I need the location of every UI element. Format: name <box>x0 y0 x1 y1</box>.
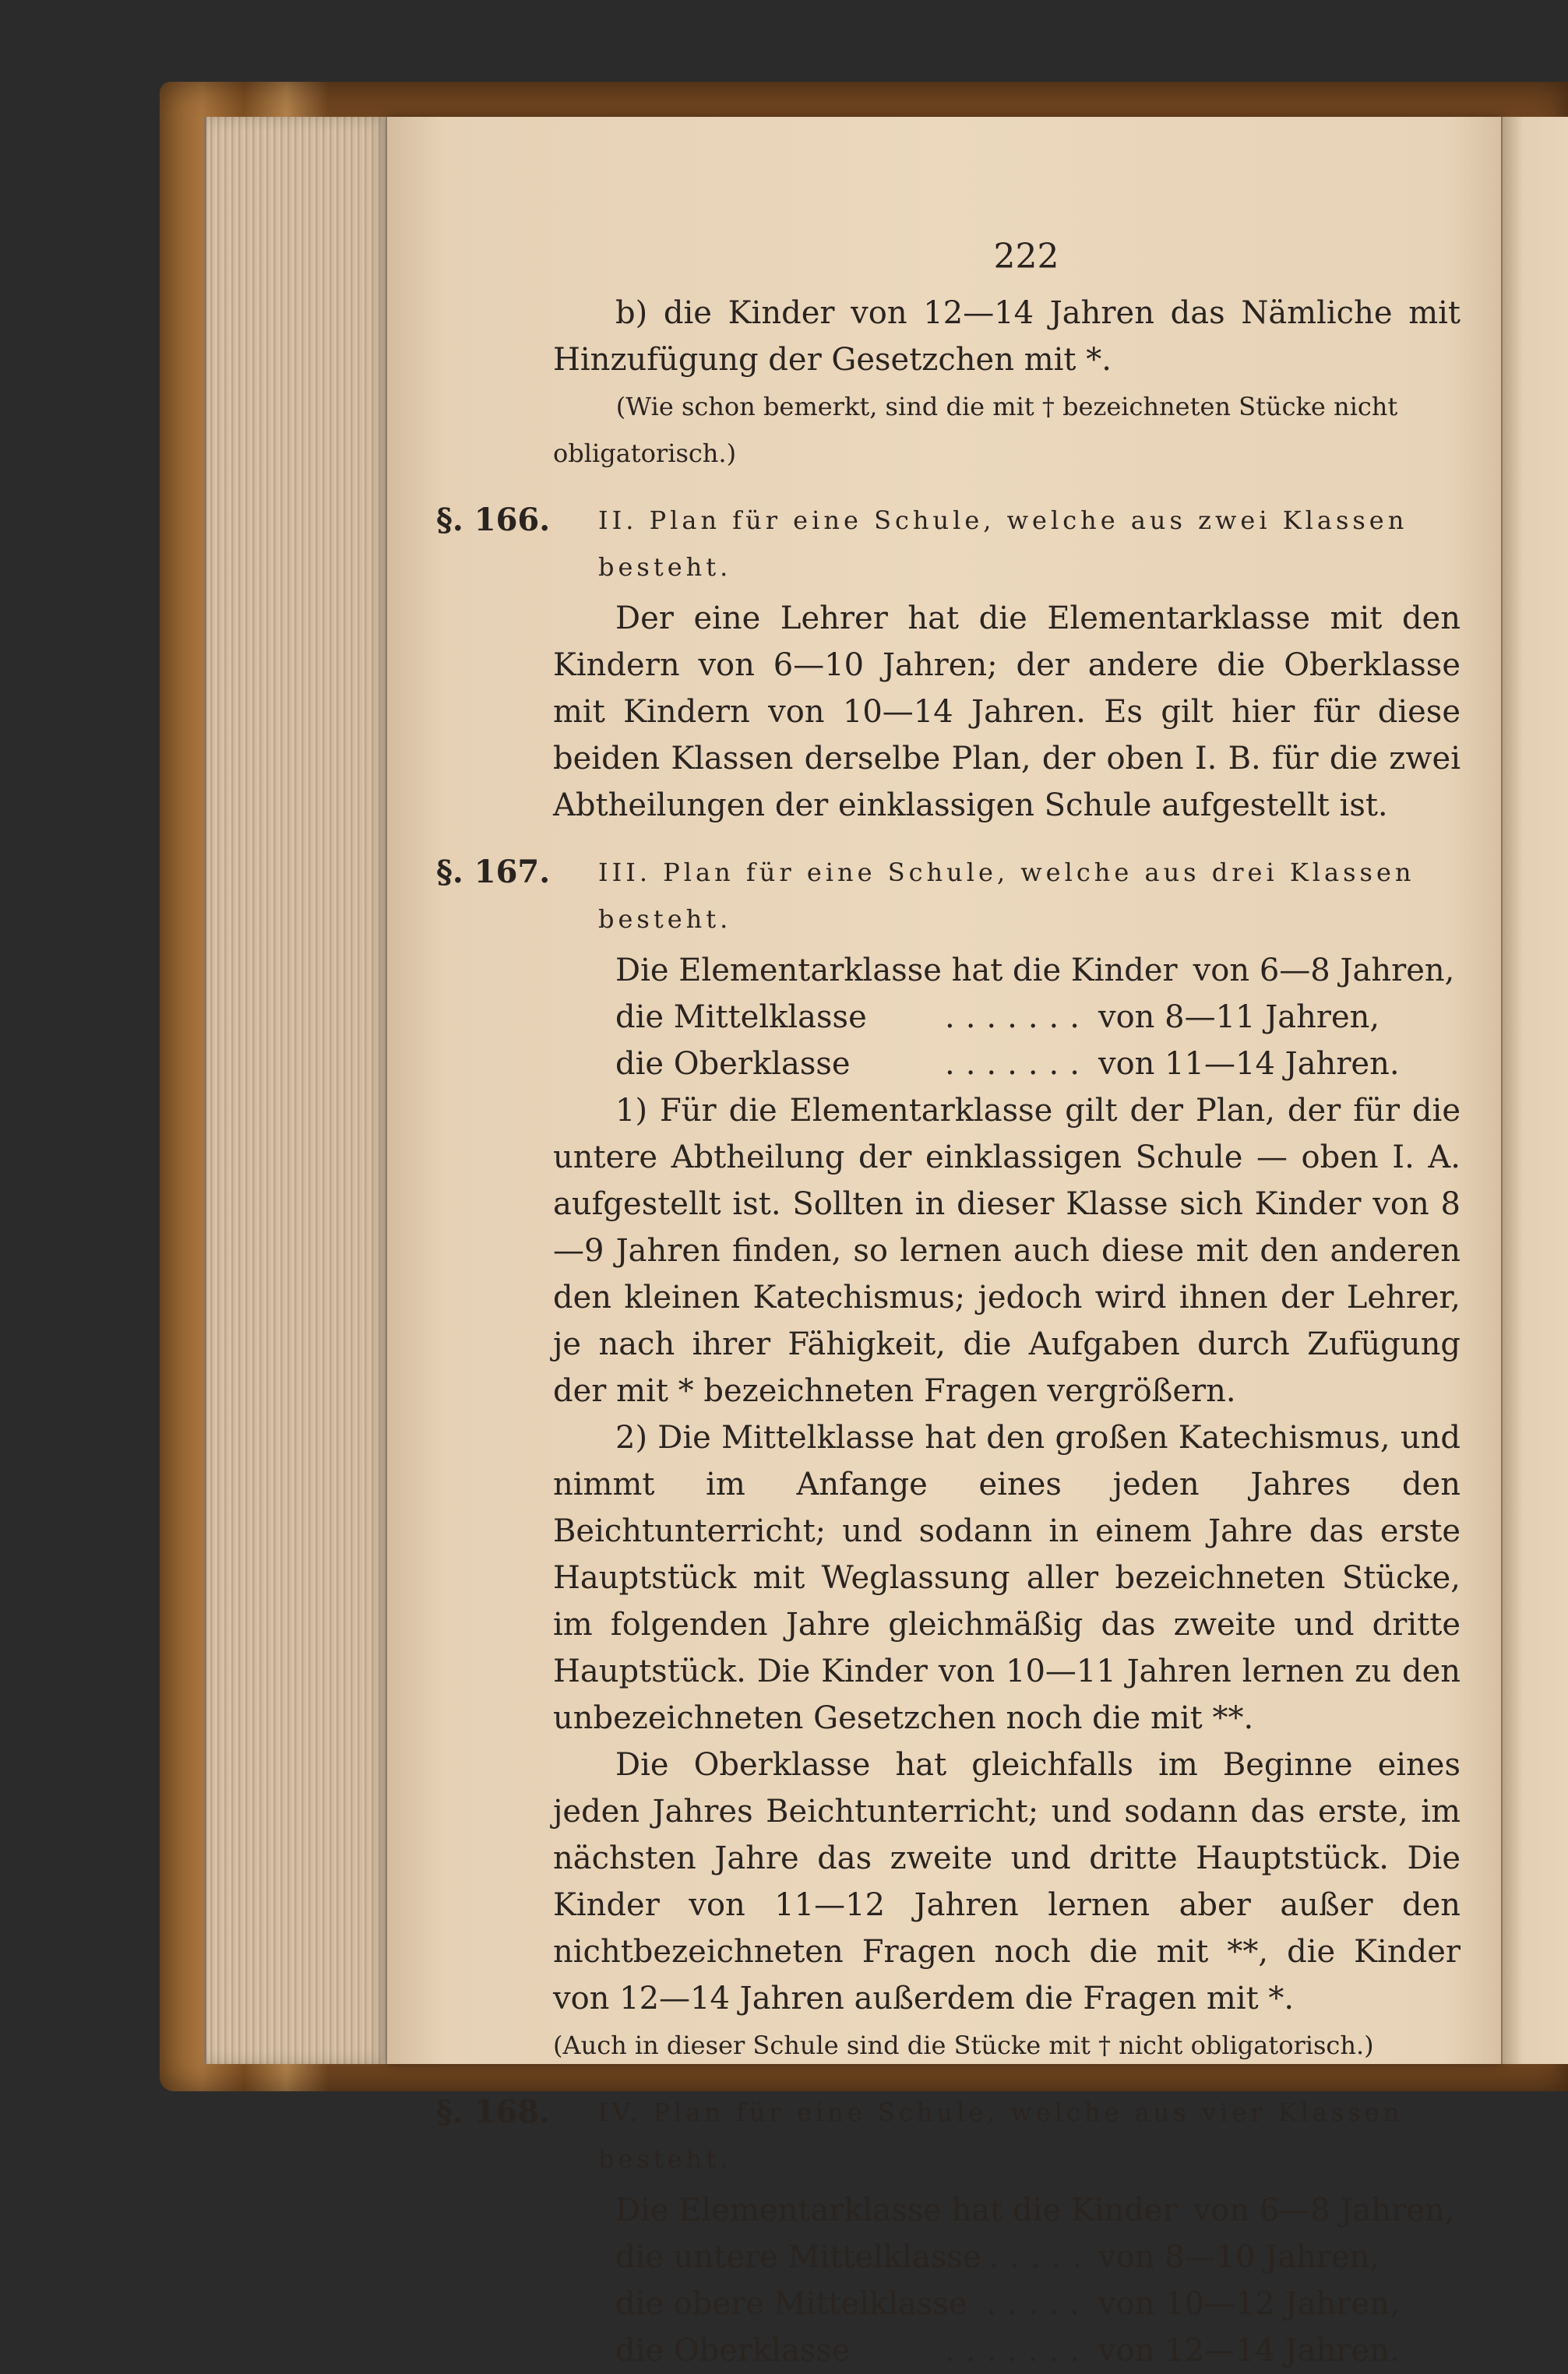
schedule-label: die obere Mittelklasse <box>615 2286 967 2322</box>
section-number: §. 166. <box>436 502 551 538</box>
section-heading: III. Plan für eine Schule, welche aus drei Klassen besteht. <box>598 858 1415 934</box>
schedule-dots: ....... <box>944 1046 1091 1082</box>
schedule-label: die Oberklasse <box>615 1046 851 1082</box>
schedule-label: die untere Mittelklasse <box>615 2239 981 2275</box>
schedule-row <box>615 947 1455 994</box>
section-number: §. 168. <box>436 2094 551 2130</box>
schedule-value: von 11—14 Jahren. <box>1098 1046 1400 1082</box>
schedule-value: von 8—11 Jahren, <box>1098 999 1380 1035</box>
page-edges <box>204 117 389 2064</box>
intro-paragraph: b) die Kinder von 12—14 Jahren das Nämliche mit Hinzufügung der Gesetzchen mit *. <box>553 295 1461 378</box>
section-167-paragraph-2: 2) Die Mittelklasse hat den großen Katechismus, und nimmt im Anfange eines jeden Jahres den Beichtunterricht; und sodann in einem Jahre das erste Hauptstück mit Weglassung aller bezeichneten Stücke, im folgenden Jahre gleichmäßig das zweite und dritte Hauptstück. Die Kinder von 10—11 Jahren lernen zu den unbezeichneten Gesetzchen noch die mit **. <box>553 1420 1461 1736</box>
schedule-value: von 6—8 Jahren, <box>1193 953 1455 988</box>
schedule-value: von 12—14 Jahren. <box>1098 2333 1400 2369</box>
section-166-paragraph: Der eine Lehrer hat die Elementarklasse mit den Kindern von 6—10 Jahren; der andere die Oberklasse mit Kindern von 10—14 Jahren. Es gilt hier für diese beiden Klassen derselbe Plan, der oben I. B. für die zwei Abtheilungen der einklassigen Schule aufgestellt ist. <box>553 601 1461 823</box>
schedule-label: die Mittelklasse <box>615 999 867 1035</box>
section-168-header <box>436 2089 1461 2182</box>
schedule-dots: ....... <box>944 999 1091 1035</box>
schedule-row <box>615 994 1402 1041</box>
schedule-dots: ..... <box>986 2286 1091 2322</box>
schedule-row <box>615 2234 1402 2281</box>
section-167-header <box>436 849 1461 942</box>
schedule-row <box>615 2281 1402 2327</box>
schedule-label: Die Elementarklasse hat die Kinder <box>615 953 1178 988</box>
schedule-row <box>615 1041 1402 1087</box>
page-number: 222 <box>993 237 1059 276</box>
schedule-value: von 6—8 Jahren, <box>1193 2193 1455 2228</box>
section-168-schedule <box>615 2187 1455 2374</box>
schedule-dots: ....... <box>944 2333 1091 2369</box>
page-text <box>436 234 1461 2374</box>
schedule-label: Die Elementarklasse hat die Kinder <box>615 2193 1178 2228</box>
schedule-dots: ..... <box>988 2239 1094 2275</box>
schedule-value: von 10—12 Jahren, <box>1098 2286 1400 2322</box>
intro-note: (Wie schon bemerkt, sind die mit † bezeichneten Stücke nicht obligatorisch.) <box>553 392 1398 468</box>
schedule-label: die Oberklasse <box>615 2333 851 2369</box>
schedule-row <box>615 2187 1455 2234</box>
section-heading: II. Plan für eine Schule, welche aus zwei Klassen besteht. <box>598 505 1408 582</box>
section-167-paragraph-1: 1) Für die Elementarklasse gilt der Plan, der für die untere Abtheilung der einklassigen Schule — oben I. A. aufgestellt ist. Sollten in dieser Klasse sich Kinder von 8—9 Jahren finden, so lernen auch diese mit den anderen den kleinen Katechismus; jedoch wird ihnen der Lehrer, je nach ihrer Fähigkeit, die Aufgaben durch Zufügung der mit * bezeichneten Fragen vergrößern. <box>553 1093 1461 1409</box>
section-167-note: (Auch in dieser Schule sind die Stücke mit † nicht obligatorisch.) <box>553 2031 1374 2060</box>
section-heading: IV. Plan für eine Schule, welche aus vier Klassen besteht. <box>598 2098 1404 2174</box>
section-167-paragraph-3: Die Oberklasse hat gleichfalls im Beginne eines jeden Jahres Beichtunterricht; und sodann das erste, im nächsten Jahre das zweite und dritte Hauptstück. Die Kinder von 11—12 Jahren lernen aber außer den nichtbezeichneten Fragen noch die mit **, die Kinder von 12—14 Jahren außerdem die Fragen mit *. <box>553 1747 1461 2016</box>
section-166-header <box>436 497 1461 590</box>
schedule-row <box>615 2327 1402 2374</box>
facing-page-edge <box>1501 117 1568 2064</box>
section-number: §. 167. <box>436 854 551 890</box>
section-167-schedule <box>615 947 1455 1087</box>
schedule-value: von 8—10 Jahren, <box>1098 2239 1380 2275</box>
